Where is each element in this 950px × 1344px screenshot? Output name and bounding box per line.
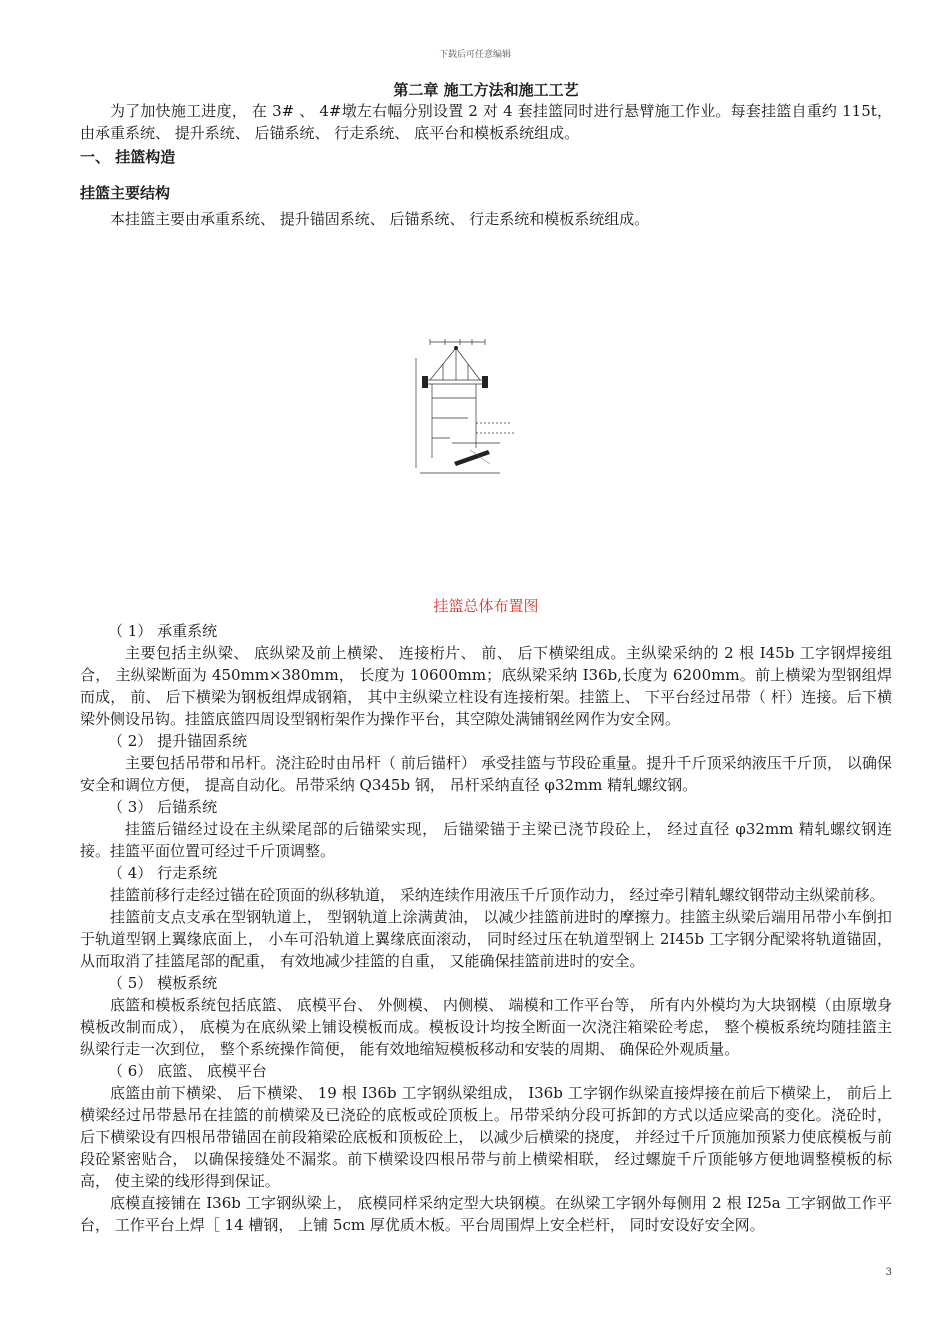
item-paragraph: 主要包括吊带和吊杆。浇注砼时由吊杆（ 前后锚杆） 承受挂篮与节段砼重量。提升千斤顶采纳液压千斤顶， 以确保安全和调位方便， 提高自动化。吊带采纳 Q345b 钢， 吊杆采纳直径 φ32mm 精轧螺纹钢。 bbox=[80, 754, 892, 794]
subsection-heading: 挂篮主要结构 bbox=[80, 184, 171, 202]
item-paragraph: 底模直接铺在 I36b 工字钢纵梁上， 底模同样采纳定型大块钢模。在纵梁工字钢外每侧用 2 根 I25a 工字钢做工作平台， 工作平台上焊［ 14 槽钢， 上铺 5cm 厚优质木板。平台周围焊上安全栏杆， 同时安设好安全网。 bbox=[80, 1194, 892, 1234]
item-paragraph: 底篮和模板系统包括底篮、 底模平台、 外侧模、 内侧模、 端模和工作平台等， 所有内外模均为大块钢模（由原墩身模板改制而成）， 底模为在底纵梁上铺设模板而成。模板设计均按全断面一次浇注箱梁砼考虑， 整个模板系统均随挂篮主纵梁行走一次到位， 整个系统操作简便， 能有效地缩短模板移动和安装的周期、 确保砼外观质量。 bbox=[80, 996, 892, 1058]
item-heading-5: （ 5） 模板系统 bbox=[108, 974, 218, 992]
main-structure-paragraph: 本挂篮主要由承重系统、 提升锚固系统、 后锚系统、 行走系统和模板系统组成。 bbox=[110, 210, 650, 228]
intro-paragraph: 为了加快施工进度， 在 3# 、 4#墩左右幅分别设置 2 对 4 套挂篮同时进行悬臂施工作业。每套挂篮自重约 115t，由承重系统、 提升系统、 后锚系统、 行走系统、 底平台和模板系统组成。 bbox=[80, 102, 892, 142]
chapter-title: 第二章 施工方法和施工工艺 bbox=[393, 81, 579, 99]
page-number: 3 bbox=[885, 1267, 892, 1278]
item-paragraph: 挂篮前移行走经过锚在砼顶面的纵移轨道， 采纳连续作用液压千斤顶作动力， 经过牵引精轧螺纹钢带动主纵梁前移。 bbox=[110, 886, 885, 904]
figure-caption: 挂篮总体布置图 bbox=[433, 597, 539, 615]
item-heading-4: （ 4） 行走系统 bbox=[108, 864, 218, 882]
document-body bbox=[80, 80, 892, 1236]
item-paragraph: 主要包括主纵梁、 底纵梁及前上横梁、 连接桁片、 前、 后下横梁组成。主纵梁采纳的 2 根 I45b 工字钢焊接组合， 主纵梁断面为 450mm×380mm， 长度为 10600mm；底纵梁采纳 I36b,长度为 6200mm。前上横梁为型钢组焊而成， 前、 后下横梁为钢板组焊成钢箱， 其中主纵梁立柱设有连接桁架。挂篮上、 下平台经过吊带（ 杆）连接。后下横梁外侧设吊钩。挂篮底篮四周设型钢桁架作为操作平台，其空隙处满铺钢丝网作为安全网。 bbox=[80, 644, 892, 728]
item-paragraph: 挂篮前支点支承在型钢轨道上， 型钢轨道上涂满黄油， 以减少挂篮前进时的摩擦力。挂篮主纵梁后端用吊带小车倒扣于轨道型钢上翼缘底面上， 小车可沿轨道上翼缘底面滚动， 同时经过压在轨道型钢上 2I45b 工字钢分配梁将轨道锚固， 从而取消了挂篮尾部的配重， 有效地减少挂篮的自重， 又能确保挂篮前进时的安全。 bbox=[80, 908, 892, 970]
item-heading-1: （ 1） 承重系统 bbox=[108, 622, 218, 640]
section-heading: 一、 挂篮构造 bbox=[80, 148, 176, 166]
layout-figure bbox=[80, 236, 892, 594]
item-heading-2: （ 2） 提升锚固系统 bbox=[108, 732, 248, 750]
item-paragraph: 挂篮后锚经过设在主纵梁尾部的后锚梁实现， 后锚梁锚于主梁已浇节段砼上， 经过直径 φ32mm 精轧螺纹钢连接。挂篮平面位置可经过千斤顶调整。 bbox=[80, 820, 892, 860]
hanging-basket-drawing bbox=[410, 338, 610, 488]
item-heading-6: （ 6） 底篮、 底模平台 bbox=[108, 1062, 267, 1080]
header-note: 下载后可任意编辑 bbox=[438, 50, 511, 60]
item-paragraph: 底篮由前下横梁、 后下横梁、 19 根 I36b 工字钢纵梁组成， I36b 工字钢作纵梁直接焊接在前后下横梁上， 前后上横梁经过吊带悬吊在挂篮的前横梁及已浇砼的底板或砼顶板上。吊带采纳分段可拆卸的方式以适应梁高的变化。浇砼时， 后下横梁设有四根吊带锚固在前段箱梁砼底板和顶板砼上， 以减少后横梁的挠度， 并经过千斤顶施加预紧力使底模板与前段砼紧密贴合， 以确保接缝处不漏浆。前下横梁设四根吊带与前上横梁相联， 经过螺旋千斤顶能够方便地调整模板的标高， 使主梁的线形得到保证。 bbox=[80, 1084, 892, 1190]
item-heading-3: （ 3） 后锚系统 bbox=[108, 798, 218, 816]
